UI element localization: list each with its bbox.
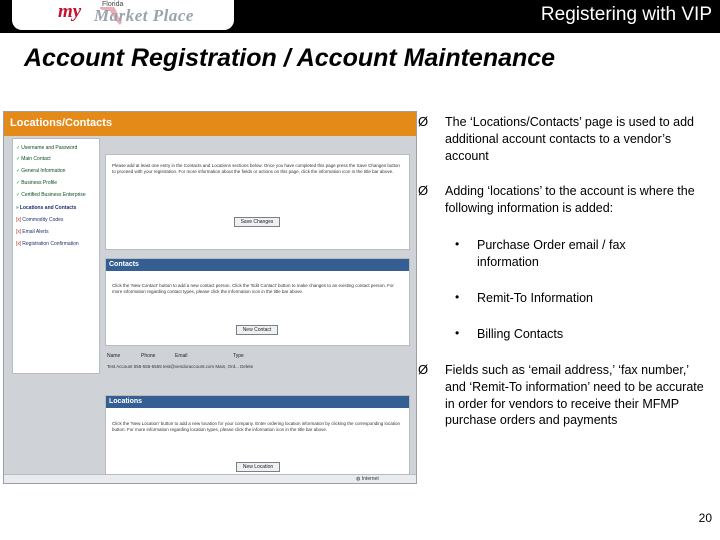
locations-text: Click the 'New Location' button to add a new location for your company. Enter ordering location information by clicking the corresponding location button. For more information regarding location types, please click the information icon in the title bar above. [112,421,401,432]
nav-item-locations-contacts[interactable]: »Locations and Contacts [16,205,77,211]
screenshot-header [4,112,416,136]
arrow-bullet-icon: Ø [418,362,429,377]
nav-item-business-profile[interactable]: ✓Business Profile [16,180,58,186]
logo-florida-text: Florida [102,1,124,8]
nav-item-main-contact[interactable]: ✓Main Contact [16,156,51,162]
dot-bullet-icon: • [455,326,460,340]
contacts-title: Contacts [109,261,139,268]
nav-item-registration-confirmation[interactable]: [x]Registration Confirmation [16,241,79,247]
logo-my-text: my [58,1,82,22]
new-contact-button[interactable]: New Contact [236,325,278,335]
locations-card [105,395,410,481]
dot-bullet-icon: • [455,237,460,251]
nav-item-general-information[interactable]: ✓General Information [16,168,66,174]
nav-item-commodity-codes[interactable]: [x]Commodity Codes [16,217,64,223]
registration-steps-nav [12,138,100,374]
locations-card-header [106,396,409,408]
globe-icon: ◍ [356,476,362,482]
column-header-type: Type [233,353,244,359]
dot-bullet-icon: • [455,290,460,304]
nav-item-email-alerts[interactable]: [x]Email Alerts [16,229,49,235]
browser-status-bar [4,474,416,483]
intro-card [105,154,410,250]
column-header-email: Email [175,353,188,359]
contacts-card [105,258,410,346]
page-number: 20 [698,511,712,525]
sub-bullet-purchase-order: Purchase Order email / fax information [477,238,626,269]
locations-title: Locations [109,398,143,405]
page-title: Account Registration / Account Maintenance [24,44,556,72]
embedded-screenshot [3,111,417,484]
sub-bullet-billing-contacts: Billing Contacts [477,327,564,341]
column-header-name: Name [107,353,121,359]
contacts-text: Click the 'New Contact' button to add a new contact person. Click the 'Edit Contact' button to make changes to an existing contact person. For more information regarding contact types, please click the information icon in the title bar above. [112,283,394,294]
contacts-column-headers [107,353,244,359]
column-header-phone: Phone [141,353,156,359]
contact-row[interactable]: Test Account 555-555-5555 test@vendoraccount.com Main, Ord... Delete [107,364,254,369]
bullet-text-fields-accuracy: Fields such as ‘email address,’ ‘fax number,’ and ‘Remit-To information’ need to be accurate in order for vendors to receive their MFMP purchase orders and payments [445,363,704,428]
sub-bullet-remit-to: Remit-To Information [477,291,594,305]
arrow-bullet-icon: Ø [418,114,429,129]
nav-item-certified-business[interactable]: ✓Certified Business Enterprise [16,192,86,198]
bullet-text-locations-page: The ‘Locations/Contacts’ page is used to add additional account contacts to a vendor’s account [445,115,694,163]
header-bar [0,0,720,33]
slide-section-title: Registering with VIP [540,4,712,25]
arrow-bullet-icon: Ø [418,183,429,198]
contacts-card-header [106,259,409,271]
new-location-button[interactable]: New Location [236,462,280,472]
nav-item-username[interactable]: ✓Username and Password [16,145,78,151]
status-text: ◍ Internet [356,476,379,482]
screenshot-header-title: Locations/Contacts [10,117,113,129]
intro-text: Please add at least one entry in the Contacts and Locations sections below. Once you have completed this page press the Save Changes button to proceed with your registration. For more information about the fields or actions on this page, click the information icon in the title bar above. [112,163,400,174]
bullet-text-adding-locations: Adding ‘locations’ to the account is where the following information is added: [445,184,695,215]
logo-marketplace-text: Market Place [94,6,194,25]
myflorida-marketplace-logo [12,0,234,30]
save-changes-button[interactable]: Save Changes [234,217,280,227]
